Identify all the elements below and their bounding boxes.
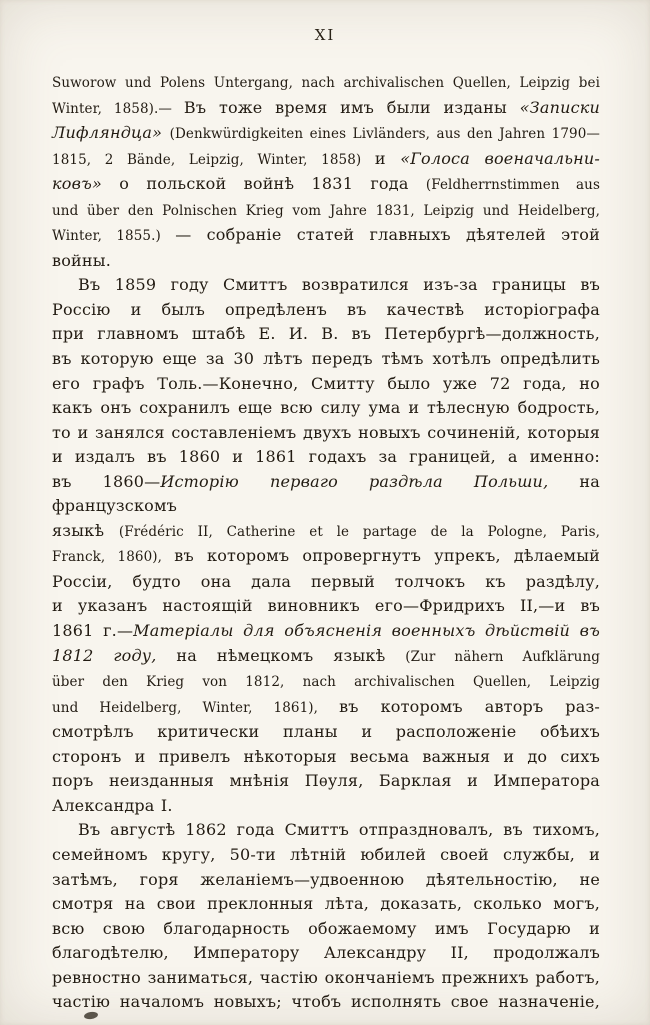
latin-citation-text: 1815, 2 Bände, Leipzig, Winter, 1858) [52, 151, 375, 168]
body-text: въ которую еще за 30 лѣтъ передъ тѣмъ хотѣлъ опредѣлить [52, 349, 600, 369]
text-line [52, 917, 600, 942]
body-text: Въ 1859 году Смиттъ возвратился изъ-за границы въ [78, 275, 600, 295]
text-line [52, 544, 600, 570]
text-line [52, 347, 600, 372]
text-line [52, 445, 600, 470]
latin-citation-text: Winter, 1858).— [52, 100, 184, 117]
body-text: Въ августѣ 1862 года Смиттъ отпраздновалъ, въ тихомъ, [78, 820, 600, 840]
text-line [52, 372, 600, 397]
body-text: Россіи, будто она дала первый толчокъ къ раздѣлу, [52, 571, 600, 591]
body-text: Въ тоже время имъ были изданы [183, 97, 520, 117]
text-line [52, 70, 600, 96]
body-text: въ которомъ опровергнутъ упрекъ, дѣлаемый [174, 546, 600, 566]
ink-smudge [84, 1011, 99, 1020]
text-line [52, 594, 600, 619]
body-text: частію началомъ новыхъ; чтобъ исполнять свое назначеніе, [52, 992, 600, 1012]
body-text: то и занялся составленіемъ двухъ новыхъ сочиненій, которыя [52, 422, 600, 442]
body-text: при главномъ штабѣ Е. И. В. въ Петербургѣ—должность, [52, 324, 600, 344]
paragraph [52, 70, 600, 273]
body-text: сторонъ и привелъ нѣкоторыя весьма важныя и до сихъ [52, 746, 600, 766]
text-line [52, 322, 600, 347]
latin-citation-text: über den Krieg von 1812, nach archivalischen Quellen, Leipzig [52, 674, 600, 691]
text-line [52, 794, 600, 819]
body-text: въ 1860— [52, 471, 161, 491]
body-text: войны. [52, 250, 111, 270]
latin-citation-text: und über den Polnischen Krieg vom Jahre 1831, Leipzig und Heidelberg, [52, 202, 600, 219]
text-line [52, 966, 600, 991]
body-text: благодѣтелю, Императору Александру II, продолжалъ [52, 943, 600, 963]
body-text: затѣмъ, горя желаніемъ—удвоенною дѣятельностію, не [52, 869, 600, 889]
text-line [52, 818, 600, 843]
latin-citation-text: (Feldherrnstimmen aus [425, 177, 600, 194]
italic-title-text: ковъ» [52, 174, 120, 194]
text-line [52, 695, 600, 721]
text-line [52, 298, 600, 323]
body-text: въ которомъ авторъ раз- [339, 696, 600, 716]
text-line [52, 570, 600, 595]
body-text: и [374, 148, 401, 168]
text-line [52, 990, 600, 1015]
text-line [52, 769, 600, 794]
text-line [52, 669, 600, 695]
latin-citation-text: Franck, 1860), [52, 549, 175, 566]
text-line [52, 172, 600, 198]
page-number: XI [314, 26, 336, 44]
body-text: его графъ Толь.—Конечно, Смитту было уже 72 года, но [52, 373, 600, 393]
italic-title-text: «Голоса военачальни- [400, 148, 600, 168]
latin-citation-text: (Denkwürdigkeiten eines Livländers, aus den Jahren 1790— [169, 126, 601, 143]
text-line [52, 396, 600, 421]
text-line [52, 223, 600, 249]
body-text: семейномъ кругу, 50-ти лѣтній юбилей своей службы, и [52, 844, 600, 864]
body-text: о польской войнѣ 1831 года [119, 174, 426, 194]
body-text: и издалъ въ 1860 и 1861 годахъ за границей, а именно: [52, 447, 600, 467]
latin-citation-text: (Zur nähern Aufklärung [405, 648, 600, 665]
body-text: языкѣ [52, 520, 119, 540]
italic-title-text: 1812 году, [52, 645, 177, 665]
text-line [52, 745, 600, 770]
latin-citation-text: und Heidelberg, Winter, 1861), [52, 699, 340, 716]
text-line [52, 273, 600, 298]
text-line [52, 720, 600, 745]
italic-title-text: Исторію перваго раздѣла Польши, [160, 471, 580, 491]
text-line [52, 941, 600, 966]
body-text: всю свою благодарность обожаемому имъ Государю и [52, 918, 600, 938]
body-text: смотря на свои преклонныя лѣта, доказать, сколько могъ, [52, 894, 600, 914]
latin-citation-text: (Frédéric II, Catherine et le partage de la Pologne, Paris, [118, 523, 600, 540]
text-line [52, 619, 600, 644]
body-text: Александра I. [52, 795, 173, 815]
text-line [52, 868, 600, 893]
italic-title-text: «Записки [519, 97, 600, 117]
body-text: на нѣмецкомъ языкѣ [176, 645, 406, 665]
text-line [52, 470, 600, 519]
italic-title-text: Лифляндца» [52, 123, 170, 143]
paragraph [52, 273, 600, 818]
body-text: смотрѣлъ критически планы и расположеніе обѣихъ [52, 722, 600, 742]
body-text: — собраніе статей главныхъ дѣятелей этой [175, 225, 600, 245]
body-text: какъ онъ сохранилъ еще всю силу ума и тѣлесную бодрость, [52, 398, 600, 418]
text-line [52, 843, 600, 868]
text-line [52, 249, 600, 274]
text-line [52, 147, 600, 173]
body-text: на французскомъ [52, 471, 600, 516]
body-text: ревностно заниматься, частію окончаніемъ прежнихъ работъ, [52, 967, 600, 987]
body-text: 1861 г.— [52, 621, 134, 641]
body-text: и указанъ настоящій виновникъ его—Фридрихъ II,—и въ [52, 596, 600, 616]
latin-citation-text: Winter, 1855.) [52, 228, 176, 245]
text-line [52, 892, 600, 917]
body-text: Россію и былъ опредѣленъ въ качествѣ исторіографа [52, 299, 600, 319]
paragraph [52, 818, 600, 1014]
italic-title-text: Матеріалы для объясненія военныхъ дѣйствій въ [133, 621, 600, 641]
text-line [52, 96, 600, 122]
text-line [52, 198, 600, 224]
text-line [52, 121, 600, 147]
text-line [52, 644, 600, 670]
text-line [52, 421, 600, 446]
text-line [52, 519, 600, 545]
text-block [52, 70, 600, 1015]
body-text: поръ неизданныя мнѣнія Пѳуля, Барклая и Императора [52, 771, 600, 791]
latin-citation-text: Suworow und Polens Untergang, nach archivalischen Quellen, Leipzig bei [52, 75, 600, 91]
